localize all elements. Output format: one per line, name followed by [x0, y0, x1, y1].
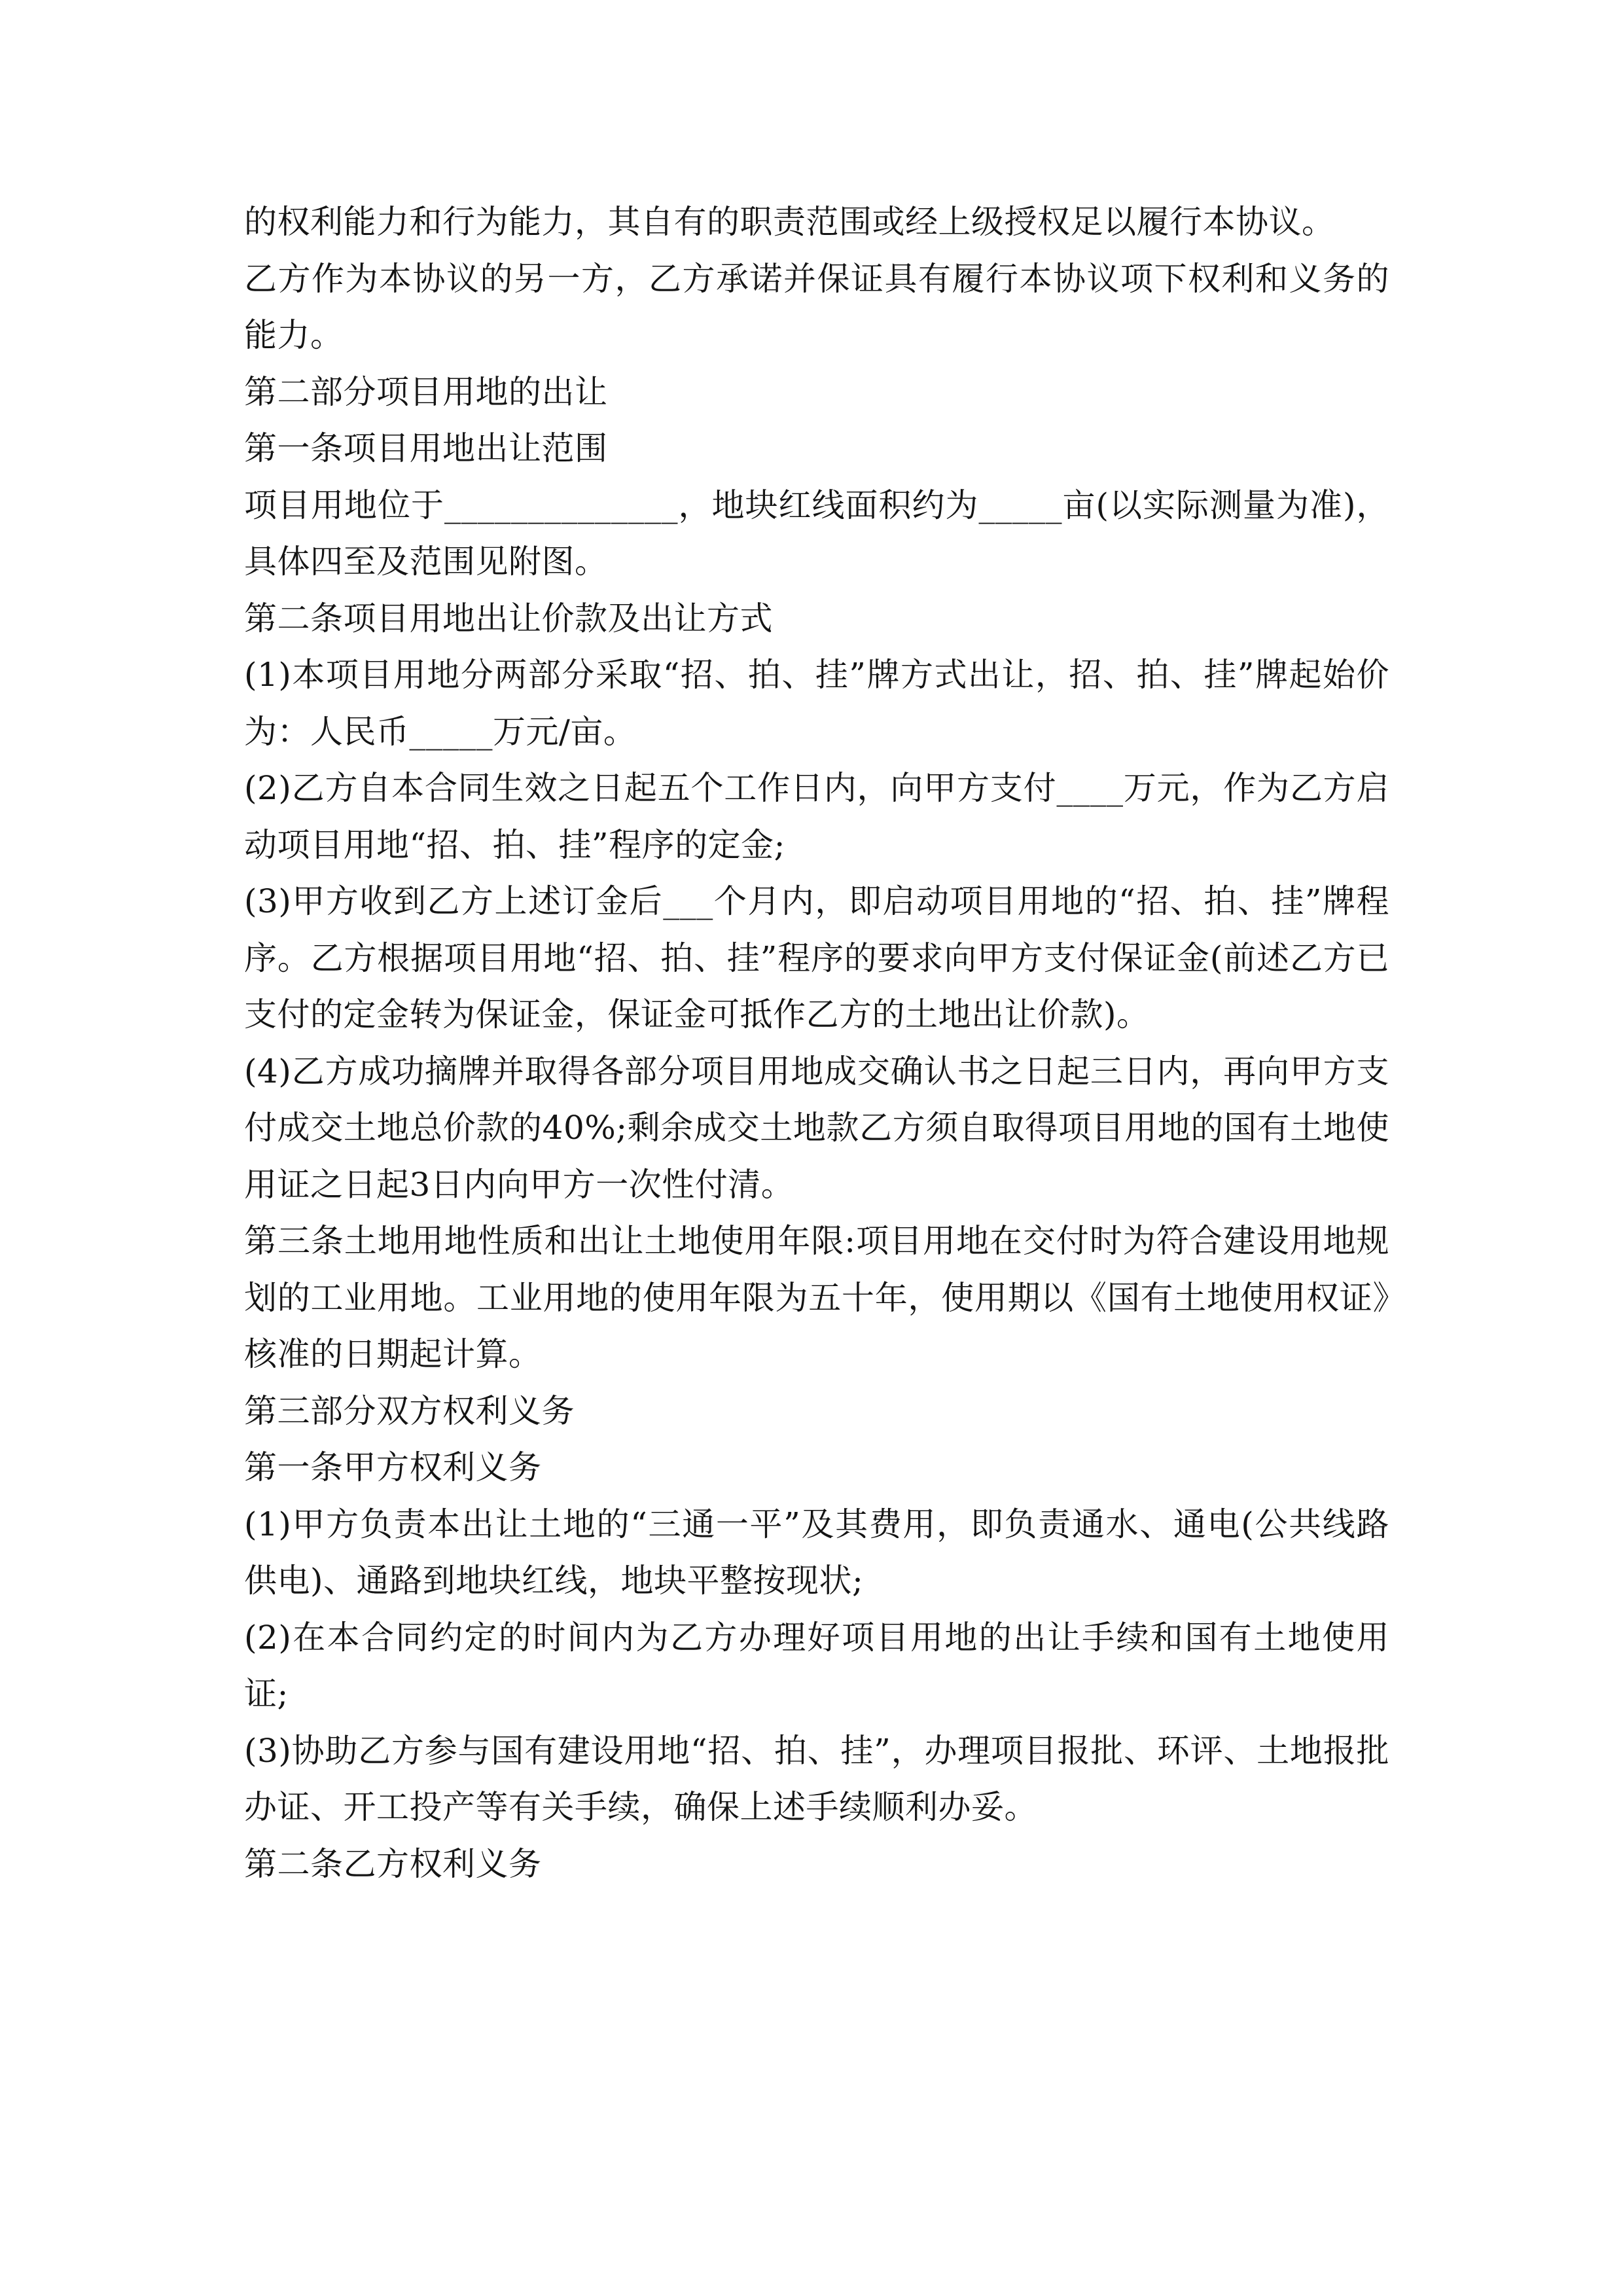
- paragraph-party-b-warranty: 乙方作为本协议的另一方，乙方承诺并保证具有履行本协议项下权利和义务的能力。: [244, 259, 1389, 354]
- heading-article-one-scope: 第一条项目用地出让范围: [244, 429, 608, 467]
- paragraph-land-location: 项目用地位于______________，地块红线面积约为_____亩(以实际测量为准)，具体四至及范围见附图。: [244, 486, 1389, 581]
- paragraph-capacity-continued: 的权利能力和行为能力，其自有的职责范围或经上级授权足以履行本协议。: [244, 203, 1335, 241]
- clause-price-1: (1)本项目用地分两部分采取“招、拍、挂”牌方式出让，招、拍、挂”牌起始价为：人民币_____万元/亩。: [244, 656, 1389, 751]
- heading-part-three: 第三部分双方权利义务: [244, 1391, 575, 1430]
- clause-party-a-1: (1)甲方负责本出让土地的“三通一平”及其费用，即负责通水、通电(公共线路供电)、通路到地块红线，地块平整按现状;: [244, 1505, 1389, 1600]
- heading-part-two: 第二部分项目用地的出让: [244, 372, 608, 411]
- heading-article-two-price: 第二条项目用地出让价款及出让方式: [244, 599, 773, 637]
- clause-price-4: (4)乙方成功摘牌并取得各部分项目用地成交确认书之日起三日内，再向甲方支付成交土地总价款的40%;剩余成交土地款乙方须自取得项目用地的国有土地使用证之日起3日内向甲方一次性付清。: [244, 1052, 1389, 1204]
- clause-party-a-3: (3)协助乙方参与国有建设用地“招、拍、挂”，办理项目报批、环评、土地报批办证、开工投产等有关手续，确保上述手续顺利办妥。: [244, 1731, 1389, 1826]
- clause-price-3: (3)甲方收到乙方上述订金后___个月内，即启动项目用地的“招、拍、挂”牌程序。乙方根据项目用地“招、拍、挂”程序的要求向甲方支付保证金(前述乙方已支付的定金转为保证金，保证金可抵作乙方的土地出让价款)。: [244, 882, 1389, 1033]
- paragraph-article-three-land-use: 第三条土地用地性质和出让土地使用年限:项目用地在交付时为符合建设用地规划的工业用地。工业用地的使用年限为五十年，使用期以《国有土地使用权证》核准的日期起计算。: [244, 1222, 1389, 1373]
- clause-price-2: (2)乙方自本合同生效之日起五个工作日内，向甲方支付____万元，作为乙方启动项目用地“招、拍、挂”程序的定金;: [244, 769, 1389, 864]
- document-body: [244, 194, 1389, 1892]
- heading-party-b-rights: 第二条乙方权利义务: [244, 1844, 542, 1883]
- clause-party-a-2: (2)在本合同约定的时间内为乙方办理好项目用地的出让手续和国有土地使用证;: [244, 1618, 1389, 1713]
- heading-party-a-rights: 第一条甲方权利义务: [244, 1448, 542, 1486]
